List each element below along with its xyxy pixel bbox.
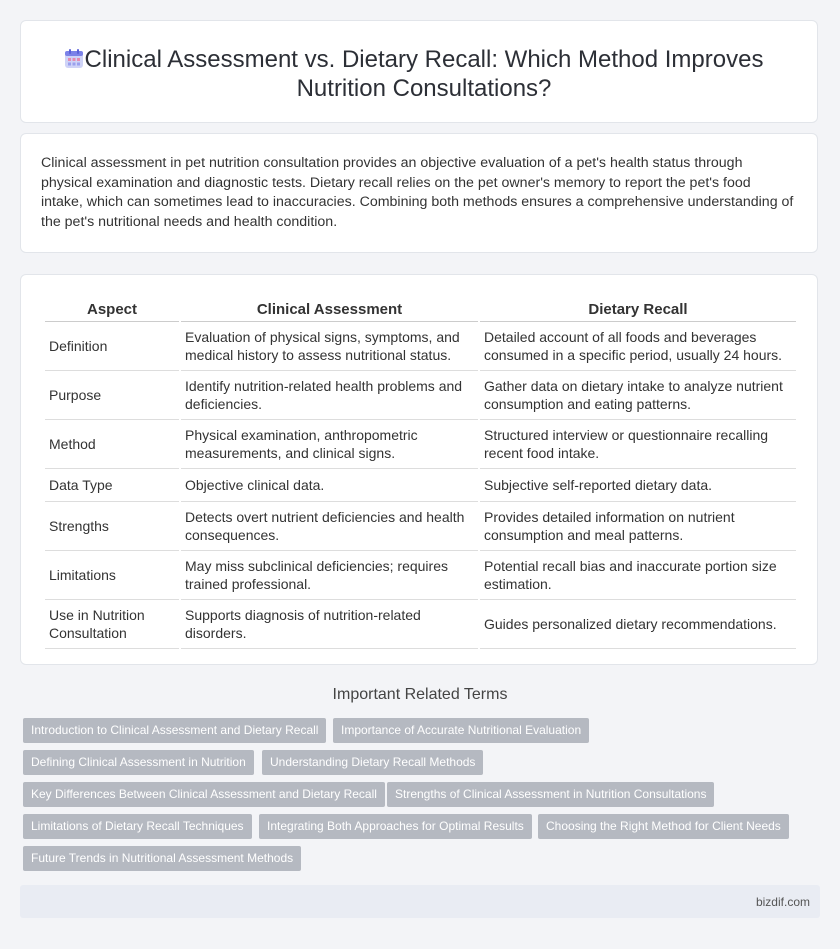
table-row [45,371,796,420]
row-clinical: Detects overt nutrient deficiencies and health consequences. [181,502,478,551]
row-clinical: Objective clinical data. [181,469,478,502]
row-dietary: Gather data on dietary intake to analyze nutrient consumption and eating patterns. [480,371,796,420]
row-aspect: Method [45,420,179,469]
comparison-table [43,295,798,649]
row-aspect: Purpose [45,371,179,420]
row-dietary: Structured interview or questionnaire recalling recent food intake. [480,420,796,469]
row-dietary: Detailed account of all foods and beverages consumed in a specific period, usually 24 hours. [480,322,796,371]
row-aspect: Limitations [45,551,179,600]
related-tag[interactable]: Choosing the Right Method for Client Needs [538,814,789,839]
table-row [45,502,796,551]
row-dietary: Subjective self-reported dietary data. [480,469,796,502]
intro-paragraph: Clinical assessment in pet nutrition consultation provides an objective evaluation of a pet's health status through physical examination and diagnostic tests. Dietary recall relies on the pet owner's memory to report the pet's food intake, which can sometimes lead to inaccuracies. Combining both methods ensures a comprehensive understanding of the pet's nutritional needs and health condition. [41,155,794,230]
row-aspect: Definition [45,322,179,371]
table-row [45,469,796,502]
related-tag[interactable]: Strengths of Clinical Assessment in Nutrition Consultations [387,782,714,807]
related-tag[interactable]: Future Trends in Nutritional Assessment Methods [23,846,301,871]
row-dietary: Guides personalized dietary recommendations. [480,600,796,649]
row-clinical: Evaluation of physical signs, symptoms, and medical history to assess nutritional status. [181,322,478,371]
table-row [45,600,796,649]
row-dietary: Provides detailed information on nutrient consumption and meal patterns. [480,502,796,551]
row-clinical: May miss subclinical deficiencies; requires trained professional. [181,551,478,600]
row-aspect: Strengths [45,502,179,551]
page-title: Clinical Assessment vs. Dietary Recall: Which Method Improves Nutrition Consultations? [84,46,764,102]
related-tag[interactable]: Importance of Accurate Nutritional Evaluation [333,718,589,743]
row-dietary: Potential recall bias and inaccurate portion size estimation. [480,551,796,600]
row-clinical: Physical examination, anthropometric measurements, and clinical signs. [181,420,478,469]
table-row [45,551,796,600]
comparison-card [20,274,818,665]
intro-card [20,133,818,253]
header-aspect: Aspect [45,295,179,322]
header-clinical: Clinical Assessment [181,295,478,322]
footer [20,885,820,918]
related-tag[interactable]: Integrating Both Approaches for Optimal Results [259,814,532,839]
table-row [45,322,796,371]
row-clinical: Supports diagnosis of nutrition-related disorders. [181,600,478,649]
row-aspect: Data Type [45,469,179,502]
footer-site[interactable]: bizdif.com [755,895,810,909]
related-tag[interactable]: Introduction to Clinical Assessment and Dietary Recall [23,718,326,743]
related-tag[interactable]: Defining Clinical Assessment in Nutrition [23,750,254,775]
related-tag[interactable]: Key Differences Between Clinical Assessment and Dietary Recall [23,782,385,807]
row-aspect: Use in Nutrition Consultation [45,600,179,649]
row-clinical: Identify nutrition-related health problems and deficiencies. [181,371,478,420]
related-terms-title: Important Related Terms [332,686,508,703]
title-card [20,20,818,123]
table-header-row [45,295,796,322]
related-tag[interactable]: Limitations of Dietary Recall Techniques [23,814,252,839]
table-row [45,420,796,469]
header-dietary: Dietary Recall [480,295,796,322]
related-tag[interactable]: Understanding Dietary Recall Methods [262,750,483,775]
